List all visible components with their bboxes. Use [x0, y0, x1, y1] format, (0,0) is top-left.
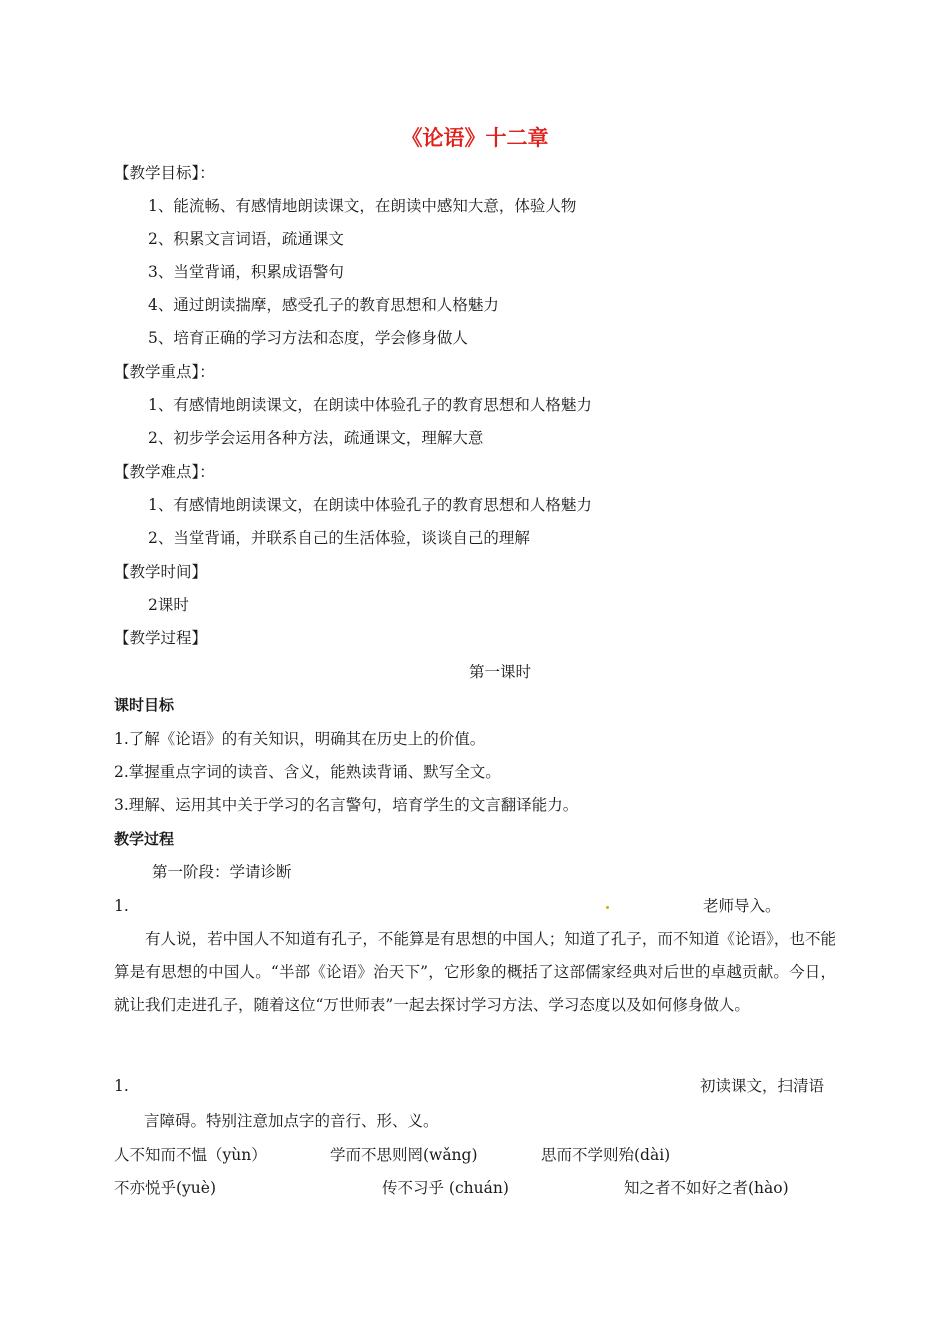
stage-title: 第一阶段：学请诊断: [152, 863, 292, 881]
pinyin-item: 不亦悦乎(yuè): [114, 1179, 217, 1197]
difficulties-heading: 【教学难点】：: [114, 463, 215, 481]
key-point-item: 1、有感情地朗读课文，在朗读中体验孔子的教育思想和人格魅力: [148, 396, 592, 414]
lesson-goal-item: 2.掌握重点字词的读音、含义，能熟读背诵、默写全文。: [114, 763, 501, 781]
lesson-goal-item: 1.了解《论语》的有关知识，明确其在历史上的价值。: [114, 730, 486, 748]
process-heading: 【教学过程】: [114, 629, 208, 647]
intro-paragraph: 有人说，若中国人不知道有孔子，不能算是有思想的中国人；知道了孔子，而不知道《论语》，也不能算是有思想的中国人。“半部《论语》治天下”，它形象的概括了这部儒家经典对后世的卓越贡献。今日，就让我们走进孔子，随着这位“万世师表”一起去探讨学习方法、学习态度以及如何修身做人。: [114, 930, 836, 1014]
difficulty-item: 2、当堂背诵，并联系自己的生活体验，谈谈自己的理解: [148, 529, 530, 547]
key-points-heading: 【教学重点】：: [114, 363, 215, 381]
lesson-goal-item: 3.理解、运用其中关于学习的名言警句，培育学生的文言翻译能力。: [114, 796, 579, 814]
time-value: 2课时: [148, 596, 189, 614]
time-heading: 【教学时间】: [114, 563, 208, 581]
page-title: 《论语》十二章: [401, 126, 549, 150]
yellow-dot-mark: [606, 906, 609, 909]
objective-item: 4、通过朗读揣摩，感受孔子的教育思想和人格魅力: [148, 296, 499, 314]
objectives-heading: 【教学目标】：: [114, 164, 215, 182]
lesson-goals-heading: 课时目标: [114, 696, 175, 714]
key-point-item: 2、初步学会运用各种方法，疏通课文，理解大意: [148, 429, 484, 447]
pinyin-item: 人不知而不愠（yùn）: [114, 1146, 267, 1164]
objective-item: 1、能流畅、有感情地朗读课文，在朗读中感知大意，体验人物: [148, 197, 577, 215]
pinyin-item: 知之者不如好之者(hào): [624, 1179, 789, 1197]
step-text: 老师导入。: [703, 897, 781, 915]
objective-item: 3、当堂背诵，积累成语警句: [148, 263, 344, 281]
step-text-continued: 言障碍。特别注意加点字的音行、形、义。: [144, 1112, 439, 1130]
objective-item: 5、培育正确的学习方法和态度，学会修身做人: [148, 329, 468, 347]
pinyin-item: 传不习乎 (chuán): [382, 1179, 509, 1197]
objective-item: 2、积累文言词语，疏通课文: [148, 230, 344, 248]
lesson-process-heading: 教学过程: [114, 830, 175, 848]
difficulty-item: 1、有感情地朗读课文，在朗读中体验孔子的教育思想和人格魅力: [148, 496, 592, 514]
pinyin-item: 思而不学则殆(dài): [541, 1146, 671, 1164]
pinyin-item: 学而不思则罔(wǎng): [330, 1146, 478, 1164]
step-text: 初读课文，扫清语: [700, 1077, 825, 1095]
step-number: 1.: [114, 897, 129, 915]
lesson-title: 第一课时: [468, 663, 531, 681]
step-number: 1.: [114, 1077, 129, 1095]
